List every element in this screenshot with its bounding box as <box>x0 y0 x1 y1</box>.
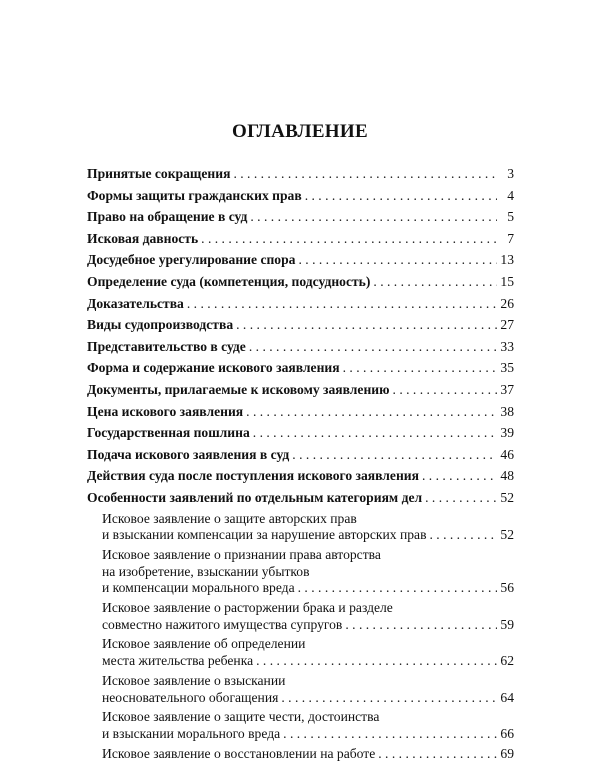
toc-entry[interactable] <box>87 185 514 207</box>
table-of-contents <box>87 163 514 763</box>
toc-entry[interactable] <box>87 249 514 271</box>
toc-entry[interactable] <box>87 401 514 423</box>
dot-leader <box>343 357 497 379</box>
toc-entry-page: 33 <box>500 338 514 354</box>
dot-leader <box>233 163 497 185</box>
dot-leader <box>378 746 497 763</box>
toc-entry-title: Особенности заявлений по отдельным категориям дел <box>87 489 423 505</box>
dot-leader <box>253 422 497 444</box>
toc-entry-page: 4 <box>507 187 514 203</box>
toc-subentry-title: и взыскании морального вреда <box>102 725 281 741</box>
toc-entry-page: 48 <box>500 468 514 484</box>
toc-entry-page: 39 <box>500 425 514 441</box>
toc-entry-title: Определение суда (компетенция, подсудность) <box>87 273 371 289</box>
toc-entry-page: 27 <box>500 317 514 333</box>
dot-leader <box>187 293 497 315</box>
toc-subentry-title: и взыскании компенсации за нарушение авторских прав <box>102 527 427 543</box>
toc-entry-title: Цена искового заявления <box>87 403 244 419</box>
toc-entry[interactable] <box>87 444 514 466</box>
toc-subentry-line: Исковое заявление об определении <box>102 636 306 652</box>
toc-subentry-line: Исковое заявление о расторжении брака и разделе <box>102 600 393 616</box>
toc-entry-title: Формы защиты гражданских прав <box>87 187 302 203</box>
dot-leader <box>305 185 497 207</box>
toc-subentry-line: Исковое заявление о признании права авторства <box>102 546 381 562</box>
toc-entry-page: 3 <box>507 166 514 181</box>
toc-subentry-title: совместно нажитого имущества супругов <box>102 616 343 632</box>
toc-entry-title: Действия суда после поступления искового заявления <box>87 468 419 484</box>
dot-leader <box>236 314 497 336</box>
toc-entry-page: 35 <box>500 360 514 376</box>
toc-entry-page: 5 <box>507 209 514 225</box>
toc-subentry-page: 52 <box>500 527 514 543</box>
toc-entry-title: Право на обращение в суд <box>87 209 248 225</box>
dot-leader <box>250 206 497 228</box>
toc-subentry-title: и компенсации морального вреда <box>102 580 295 596</box>
dot-leader <box>281 690 497 707</box>
toc-entry-title: Документы, прилагаемые к исковому заявлению <box>87 381 390 397</box>
toc-entry[interactable] <box>87 271 514 293</box>
toc-entry[interactable] <box>87 487 514 509</box>
dot-leader <box>246 401 497 423</box>
toc-entry-page: 7 <box>507 230 514 246</box>
dot-leader <box>292 444 497 466</box>
toc-subentry-page: 64 <box>500 689 514 705</box>
toc-subentry[interactable] <box>87 634 514 670</box>
toc-entry-title: Исковая давность <box>87 230 199 246</box>
toc-subentry-line: Исковое заявление о защите чести, достоинства <box>102 709 380 725</box>
toc-subentry[interactable] <box>87 671 514 707</box>
toc-subentry-page: 59 <box>500 616 514 632</box>
toc-entry-page: 38 <box>500 403 514 419</box>
toc-subentry-line: на изобретение, взыскании убытков <box>102 563 310 579</box>
toc-entry-page: 26 <box>500 295 514 311</box>
toc-entry[interactable] <box>87 206 514 228</box>
toc-entry-title: Форма и содержание искового заявления <box>87 360 340 376</box>
toc-subentry[interactable] <box>87 707 514 743</box>
page-title: ОГЛАВЛЕНИЕ <box>232 121 368 142</box>
dot-leader <box>298 249 497 271</box>
toc-entry-title: Доказательства <box>87 295 184 311</box>
dot-leader <box>345 617 497 634</box>
toc-entry-title: Принятые сокращения <box>87 166 231 181</box>
toc-subentry-line: Исковое заявление о защите авторских прав <box>102 510 357 526</box>
dot-leader <box>373 271 497 293</box>
toc-entry-title: Досудебное урегулирование спора <box>87 252 296 268</box>
toc-entry[interactable] <box>87 163 514 185</box>
toc-subentry-title: места жительства ребенка <box>102 653 254 669</box>
toc-subentry[interactable] <box>87 509 514 545</box>
toc-subentry-page: 56 <box>500 580 514 596</box>
toc-entry-title: Государственная пошлина <box>87 425 250 441</box>
toc-entry-title: Представительство в суде <box>87 338 246 354</box>
toc-entry[interactable] <box>87 314 514 336</box>
toc-subentry-page: 66 <box>500 725 514 741</box>
toc-subentry[interactable] <box>87 598 514 634</box>
toc-entry-page: 15 <box>500 273 514 289</box>
dot-leader <box>283 726 497 743</box>
toc-subentry-line: Исковое заявление о взыскании <box>102 672 286 688</box>
toc-entry-title: Виды судопроизводства <box>87 317 234 333</box>
dot-leader <box>201 228 497 250</box>
toc-subentry[interactable] <box>87 545 514 598</box>
dot-leader <box>249 336 497 358</box>
dot-leader <box>393 379 497 401</box>
dot-leader <box>256 653 497 670</box>
toc-subentry-title: Исковое заявление о восстановлении на работе <box>102 745 376 761</box>
toc-entry[interactable] <box>87 293 514 315</box>
toc-entry[interactable] <box>87 379 514 401</box>
toc-entry[interactable] <box>87 357 514 379</box>
dot-leader <box>429 527 497 544</box>
toc-entry-title: Подача искового заявления в суд <box>87 446 290 462</box>
toc-subentry-page: 62 <box>500 653 514 669</box>
toc-entry-page: 37 <box>500 381 514 397</box>
dot-leader <box>425 487 497 509</box>
toc-entry[interactable] <box>87 336 514 358</box>
toc-subentry[interactable] <box>87 744 514 763</box>
dot-leader <box>298 580 497 597</box>
toc-entry-page: 52 <box>500 489 514 505</box>
toc-entry-page: 13 <box>500 252 514 268</box>
toc-entry-page: 46 <box>500 446 514 462</box>
toc-entry[interactable] <box>87 465 514 487</box>
toc-entry[interactable] <box>87 228 514 250</box>
dot-leader <box>422 465 497 487</box>
toc-entry[interactable] <box>87 422 514 444</box>
toc-subentry-page: 69 <box>500 745 514 761</box>
toc-subentry-title: неосновательного обогащения <box>102 689 279 705</box>
